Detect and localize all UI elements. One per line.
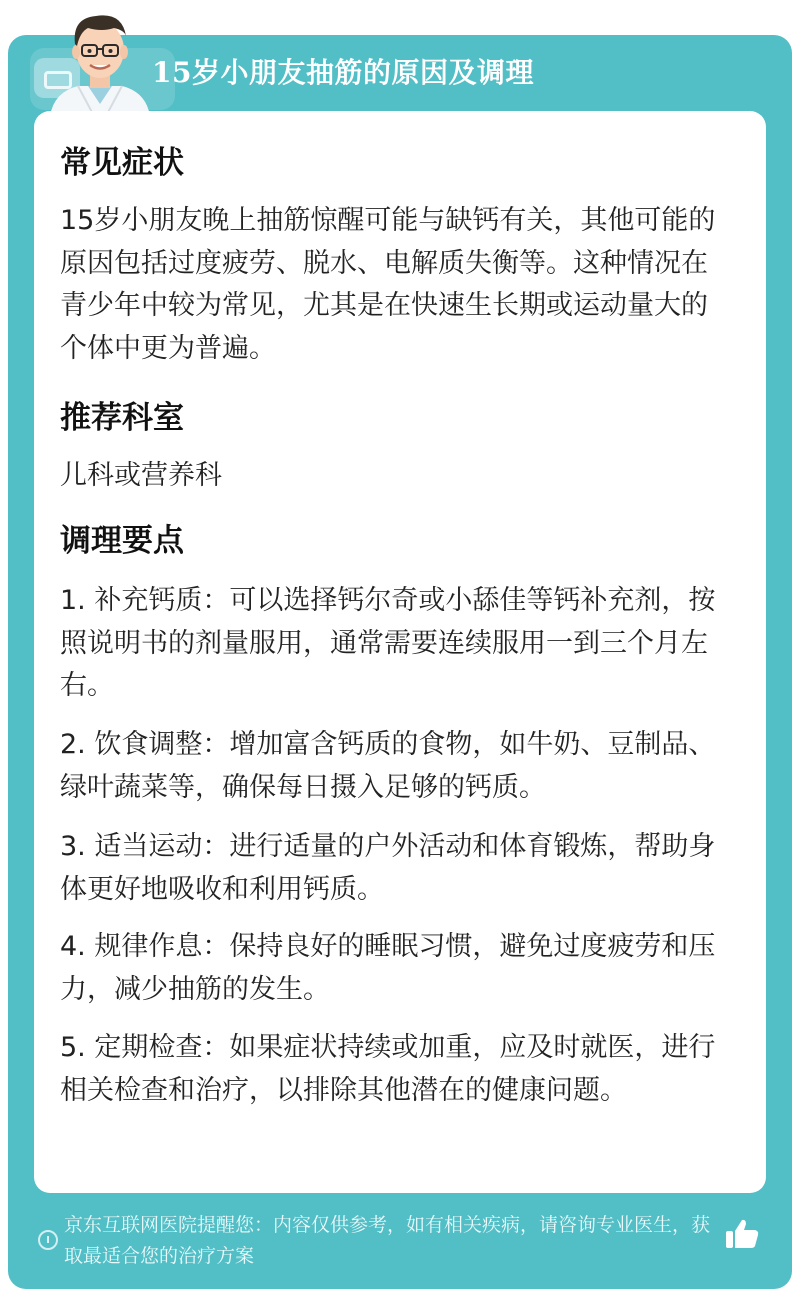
section-heading-symptoms: 常见症状 xyxy=(60,145,184,181)
page-title: 15岁小朋友抽筋的原因及调理 xyxy=(152,56,534,89)
section-heading-care-tips: 调理要点 xyxy=(60,523,184,559)
care-tip-5: 5. 定期检查：如果症状持续或加重，应及时就医，进行相关检查和治疗，以排除其他潜在的健康问题。 xyxy=(60,1032,716,1106)
thumbs-up-icon[interactable] xyxy=(724,1216,760,1252)
doctor-avatar-icon xyxy=(44,6,156,116)
care-tip-4: 4. 规律作息：保持良好的睡眠习惯，避免过度疲劳和压力，减少抽筋的发生。 xyxy=(60,931,716,1005)
care-tip-2: 2. 饮食调整：增加富含钙质的食物，如牛奶、豆制品、绿叶蔬菜等，确保每日摄入足够的钙质。 xyxy=(60,729,716,803)
section-heading-department: 推荐科室 xyxy=(60,400,184,436)
symptoms-paragraph: 15岁小朋友晚上抽筋惊醒可能与缺钙有关，其他可能的原因包括过度疲劳、脱水、电解质失衡等。这种情况在青少年中较为常见，尤其是在快速生长期或运动量大的个体中更为普遍。 xyxy=(60,205,716,364)
care-tip-1: 1. 补充钙质：可以选择钙尔奇或小舔佳等钙补充剂，按照说明书的剂量服用，通常需要连续服用一到三个月左右。 xyxy=(60,585,716,701)
department-paragraph: 儿科或营养科 xyxy=(60,460,222,491)
care-tip-3: 3. 适当运动：进行适量的户外活动和体育锻炼，帮助身体更好地吸收和利用钙质。 xyxy=(60,831,716,905)
footer-disclaimer: 京东互联网医院提醒您：内容仅供参考，如有相关疾病，请咨询专业医生，获取最适合您的治疗方案 xyxy=(64,1214,711,1267)
info-icon xyxy=(38,1230,58,1250)
